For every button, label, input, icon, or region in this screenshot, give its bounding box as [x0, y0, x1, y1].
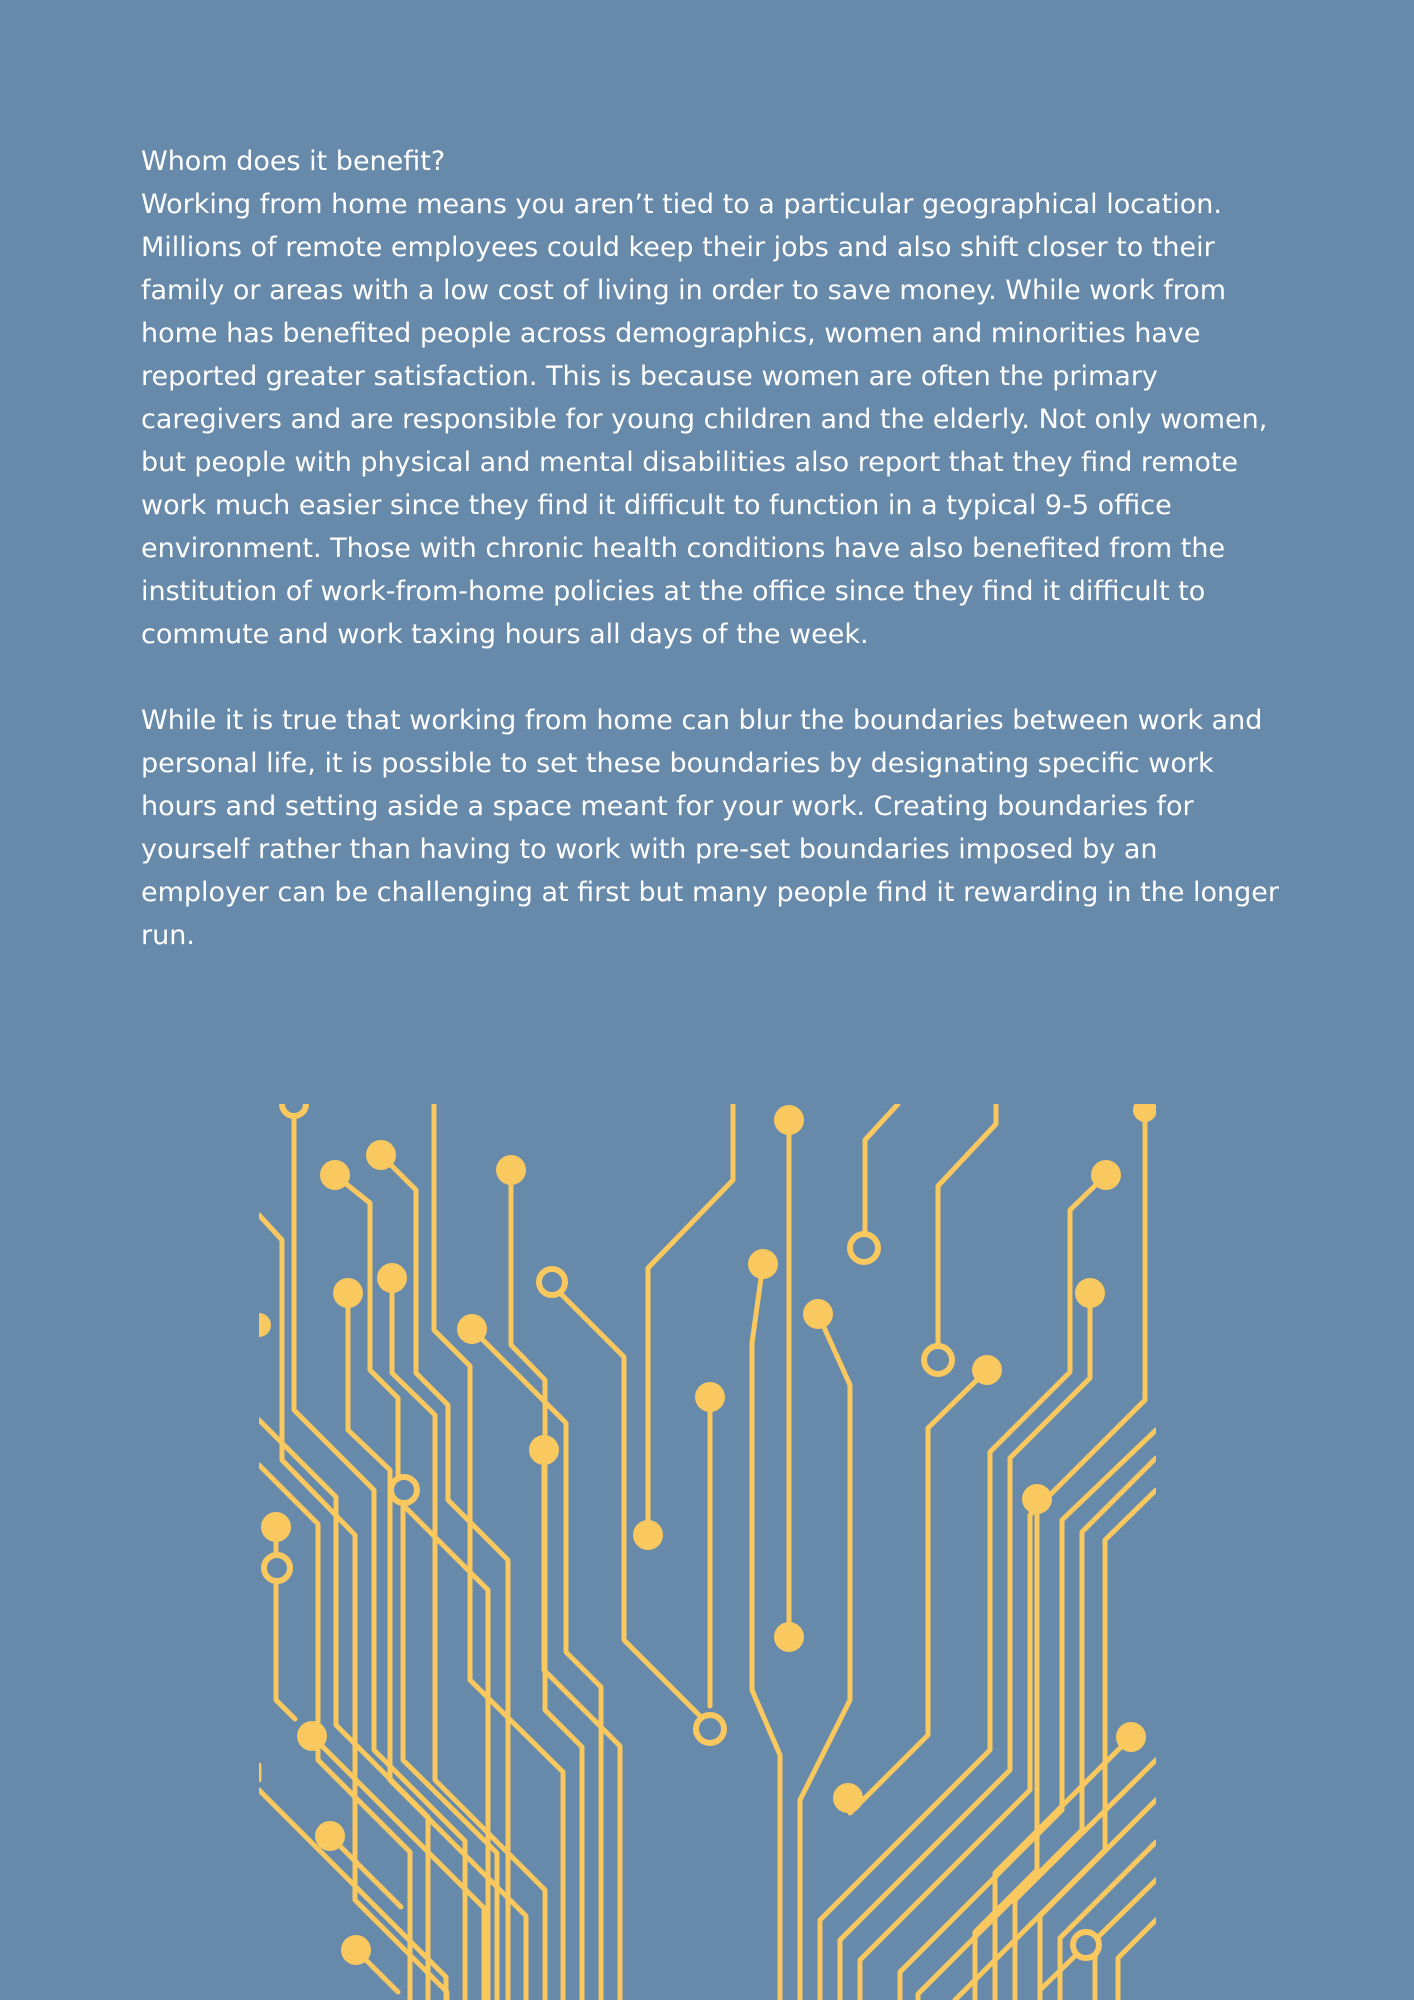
article — [141, 140, 1281, 957]
article-heading: Whom does it benefit? — [141, 146, 446, 177]
circuit-board-illustration — [259, 1104, 1156, 2000]
article-paragraph-2: While it is true that working from home can blur the boundaries between work and personal life, it is possible to set these boundaries by designating specific work hours and setting aside a space meant for your work. Creating boundaries for yourself rather than having to work with pre-set boundaries imposed by an employer can be challenging at first but many people find it rewarding in the longer run. — [141, 705, 1279, 951]
article-paragraph-1: Working from home means you aren’t tied to a particular geographical location. Millions of remote employees could keep their jobs and also shift closer to their family or areas with a low cost of living in order to save money. While work from home has benefited people across demographics, women and minorities have reported greater satisfaction. This is because women are often the primary caregivers and are responsible for young children and the elderly. Not only women, but people with physical and mental disabilities also report that they find remote work much easier since they find it difficult to function in a typical 9-5 office environment. Those with chronic health conditions have also benefited from the institution of work-from-home policies at the office since they find it difficult to commute and work taxing hours all days of the week. — [141, 189, 1268, 650]
